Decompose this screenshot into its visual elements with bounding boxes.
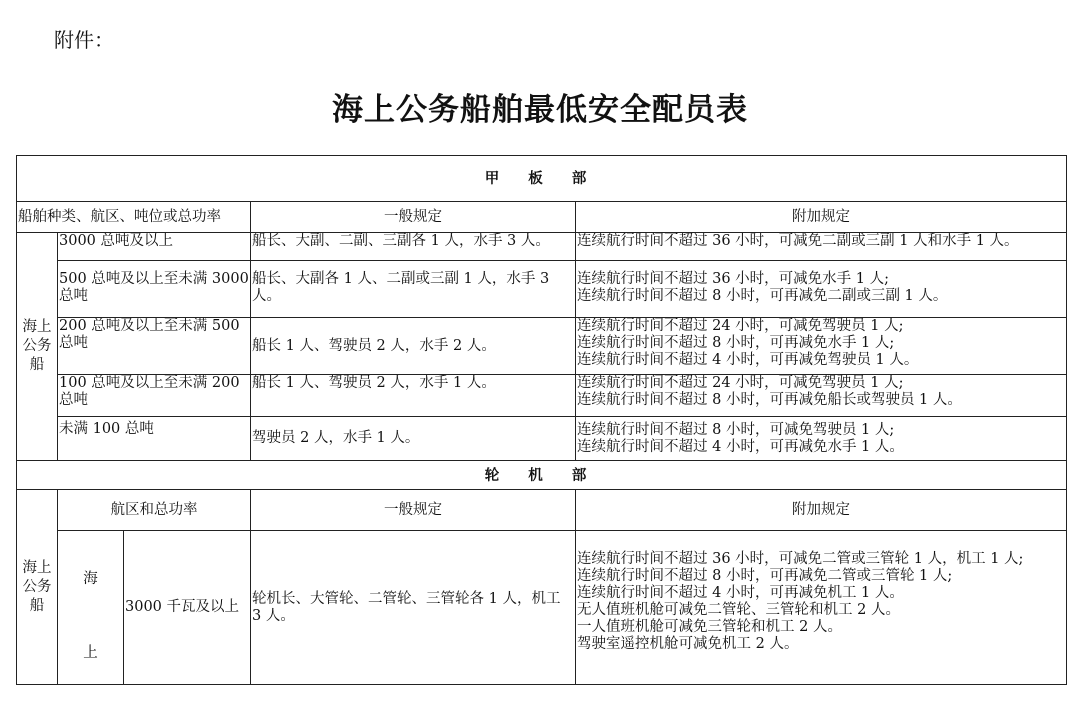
rule-line: 无人值班机舱可减免二管轮、三管轮和机工 2 人。 [577, 602, 900, 618]
general-rule-cell: 船长、大副、二副、三副各 1 人，水手 3 人。 [251, 233, 576, 261]
deck-header-additional: 附加规定 [576, 202, 1067, 233]
deck-vessel-type [17, 233, 58, 461]
engine-vessel-type [17, 490, 58, 685]
tonnage-cell: 3000 总吨及以上 [58, 233, 251, 261]
rule-line: 连续航行时间不超过 4 小时，可再减免水手 1 人。 [577, 439, 904, 455]
engine-section-header: 轮 机 部 [17, 461, 1067, 490]
vessel-type-line: 公务 [22, 578, 52, 595]
area-char: 上 [83, 645, 98, 661]
tonnage-cell: 500 总吨及以上至未满 3000 总吨 [58, 261, 251, 318]
power-cell: 3000 千瓦及以上 [124, 531, 251, 685]
additional-rule-cell [576, 417, 1067, 461]
rule-line: 连续航行时间不超过 4 小时，可再减免驾驶员 1 人。 [577, 352, 919, 368]
rule-line: 连续航行时间不超过 8 小时，可再减免二副或三副 1 人。 [577, 288, 948, 304]
vessel-type-line: 船 [29, 597, 45, 614]
rule-line: 连续航行时间不超过 8 小时，可再减免二管或三管轮 1 人; [577, 568, 953, 584]
rule-line: 连续航行时间不超过 8 小时，可再减免船长或驾驶员 1 人。 [577, 392, 962, 408]
vessel-type-line: 海上 [22, 319, 52, 335]
rule-line: 连续航行时间不超过 36 小时，可减免二副或三副 1 人和水手 1 人。 [577, 233, 1019, 249]
rule-line: 连续航行时间不超过 36 小时，可减免水手 1 人; [577, 271, 889, 287]
vessel-type-line: 海上 [22, 559, 52, 576]
tonnage-cell: 未满 100 总吨 [58, 417, 251, 461]
page-title: 海上公务船舶最低安全配员表 [332, 92, 748, 128]
table-row [17, 318, 1067, 375]
table-row [17, 531, 1067, 685]
additional-rule-cell [576, 233, 1067, 261]
additional-rule-cell [576, 531, 1067, 685]
engine-header-additional: 附加规定 [576, 490, 1067, 531]
rule-line: 连续航行时间不超过 24 小时，可减免驾驶员 1 人; [577, 375, 904, 391]
tonnage-cell: 100 总吨及以上至未满 200 总吨 [58, 375, 251, 417]
general-rule-cell: 驾驶员 2 人，水手 1 人。 [251, 417, 576, 461]
deck-header-general: 一般规定 [251, 202, 576, 233]
additional-rule-cell [576, 318, 1067, 375]
rule-line: 连续航行时间不超过 4 小时，可再减免机工 1 人。 [577, 585, 904, 601]
engine-area-cell [58, 531, 124, 685]
rule-line: 连续航行时间不超过 24 小时，可减免驾驶员 1 人; [577, 318, 904, 334]
table-row [17, 417, 1067, 461]
manning-table [16, 155, 1067, 685]
additional-rule-cell [576, 261, 1067, 318]
deck-header-category: 船舶种类、航区、吨位或总功率 [17, 202, 251, 233]
attachment-label: 附件： [54, 28, 114, 52]
general-rule-cell: 轮机长、大管轮、二管轮、三管轮各 1 人，机工 3 人。 [251, 531, 576, 685]
rule-line: 连续航行时间不超过 36 小时，可减免二管或三管轮 1 人，机工 1 人; [577, 551, 1024, 567]
engine-header-category: 航区和总功率 [58, 490, 251, 531]
general-rule-cell: 船长 1 人、驾驶员 2 人，水手 2 人。 [251, 318, 576, 375]
area-char: 海 [83, 571, 98, 587]
rule-line: 一人值班机舱可减免三管轮和机工 2 人。 [577, 619, 842, 635]
table-row [17, 375, 1067, 417]
vessel-type-line: 公务 [22, 338, 52, 354]
additional-rule-cell [576, 375, 1067, 417]
general-rule-cell: 船长、大副各 1 人、二副或三副 1 人，水手 3 人。 [251, 261, 576, 318]
table-row [17, 261, 1067, 318]
tonnage-cell: 200 总吨及以上至未满 500 总吨 [58, 318, 251, 375]
rule-line: 连续航行时间不超过 8 小时，可再减免水手 1 人; [577, 335, 895, 351]
rule-line: 连续航行时间不超过 8 小时，可减免驾驶员 1 人; [577, 422, 895, 438]
engine-header-general: 一般规定 [251, 490, 576, 531]
table-row [17, 233, 1067, 261]
deck-section-header: 甲 板 部 [17, 156, 1067, 202]
general-rule-cell: 船长 1 人、驾驶员 2 人，水手 1 人。 [251, 375, 576, 417]
vessel-type-line: 船 [29, 357, 45, 373]
rule-line: 驾驶室遥控机舱可减免机工 2 人。 [577, 636, 799, 652]
